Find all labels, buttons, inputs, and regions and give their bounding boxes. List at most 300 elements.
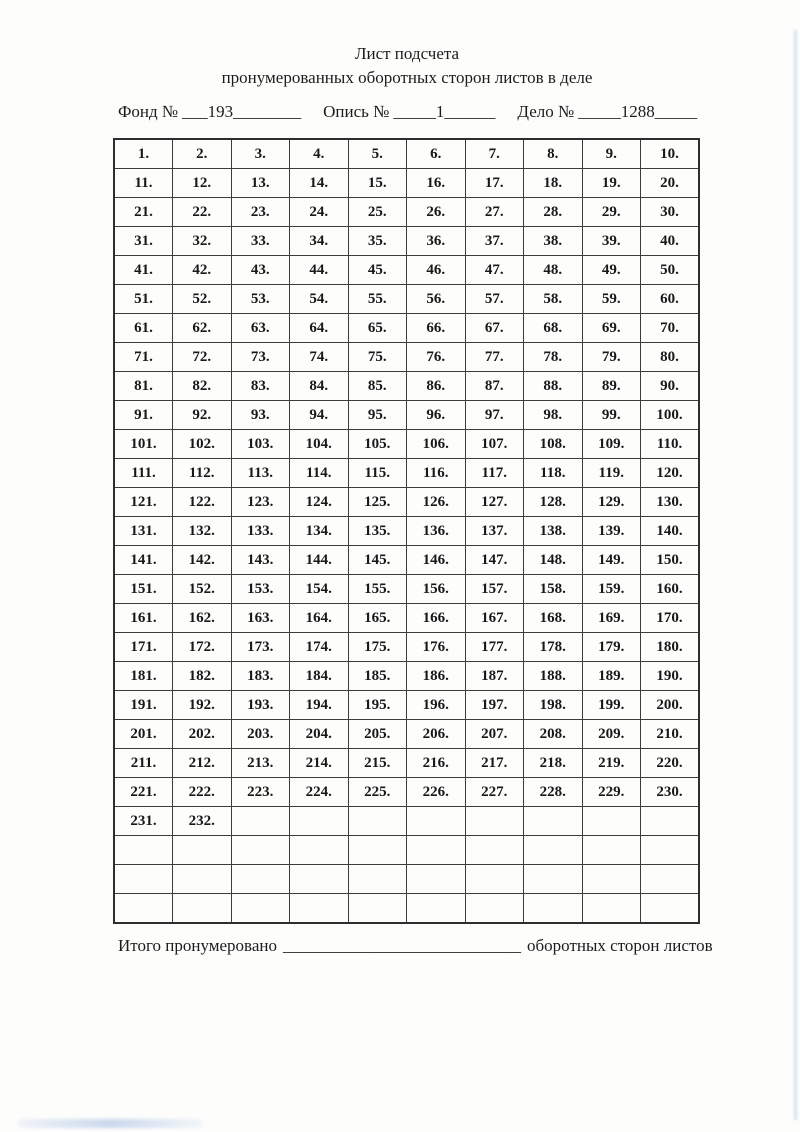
table-cell: 108. [524,430,583,459]
table-cell: 117. [465,459,524,488]
table-cell: 228. [524,778,583,807]
table-row [114,778,699,807]
table-row [114,285,699,314]
table-cell: 159. [582,575,641,604]
table-row [114,314,699,343]
table-cell: 134. [290,517,349,546]
table-cell: 165. [348,604,407,633]
table-cell [641,865,700,894]
table-cell: 88. [524,372,583,401]
table-cell [407,836,466,865]
table-cell: 105. [348,430,407,459]
table-cell: 98. [524,401,583,430]
table-cell [582,807,641,836]
table-cell: 18. [524,169,583,198]
table-cell: 186. [407,662,466,691]
table-cell: 81. [114,372,173,401]
table-row [114,604,699,633]
table-cell: 155. [348,575,407,604]
table-cell: 147. [465,546,524,575]
table-row [114,459,699,488]
table-cell [582,865,641,894]
table-cell: 175. [348,633,407,662]
table-cell [173,865,232,894]
table-cell: 113. [231,459,290,488]
table-cell [407,894,466,924]
table-cell: 102. [173,430,232,459]
scan-edge-artifact [794,30,797,1120]
table-cell: 135. [348,517,407,546]
table-cell: 56. [407,285,466,314]
table-cell: 176. [407,633,466,662]
table-cell: 144. [290,546,349,575]
table-cell [348,865,407,894]
table-cell: 152. [173,575,232,604]
table-cell: 22. [173,198,232,227]
table-cell: 77. [465,343,524,372]
table-cell: 167. [465,604,524,633]
table-cell: 169. [582,604,641,633]
table-cell [290,865,349,894]
table-cell: 230. [641,778,700,807]
table-cell: 188. [524,662,583,691]
table-cell: 163. [231,604,290,633]
table-row [114,430,699,459]
table-cell: 231. [114,807,173,836]
table-cell: 14. [290,169,349,198]
table-cell: 218. [524,749,583,778]
table-cell: 99. [582,401,641,430]
table-cell: 94. [290,401,349,430]
table-row [114,807,699,836]
table-cell: 157. [465,575,524,604]
table-cell: 119. [582,459,641,488]
table-cell: 197. [465,691,524,720]
table-cell: 174. [290,633,349,662]
table-cell: 42. [173,256,232,285]
delo-value: 1288 [620,102,655,121]
table-cell [231,865,290,894]
table-cell [348,894,407,924]
table-cell: 90. [641,372,700,401]
table-cell: 191. [114,691,173,720]
table-cell: 30. [641,198,700,227]
table-cell: 190. [641,662,700,691]
table-cell: 21. [114,198,173,227]
table-cell: 193. [231,691,290,720]
table-cell: 132. [173,517,232,546]
table-cell: 61. [114,314,173,343]
table-cell: 208. [524,720,583,749]
table-cell: 184. [290,662,349,691]
table-cell [582,836,641,865]
table-cell: 89. [582,372,641,401]
table-cell: 74. [290,343,349,372]
table-cell: 216. [407,749,466,778]
opis-label: Опись № [323,102,390,121]
table-cell: 83. [231,372,290,401]
table-cell: 15. [348,169,407,198]
fond-value: 193 [207,102,234,121]
table-cell: 25. [348,198,407,227]
table-cell: 57. [465,285,524,314]
table-cell: 141. [114,546,173,575]
table-cell: 34. [290,227,349,256]
table-cell: 126. [407,488,466,517]
table-row [114,691,699,720]
table-row [114,894,699,924]
table-cell: 64. [290,314,349,343]
table-cell: 171. [114,633,173,662]
table-cell: 104. [290,430,349,459]
table-cell: 28. [524,198,583,227]
table-cell: 215. [348,749,407,778]
table-cell: 8. [524,139,583,169]
table-cell [290,894,349,924]
table-cell: 204. [290,720,349,749]
table-cell [524,865,583,894]
table-cell: 227. [465,778,524,807]
table-cell: 96. [407,401,466,430]
table-cell: 38. [524,227,583,256]
table-cell: 221. [114,778,173,807]
table-cell: 63. [231,314,290,343]
table-cell: 146. [407,546,466,575]
table-cell: 20. [641,169,700,198]
table-cell: 158. [524,575,583,604]
table-cell [582,894,641,924]
table-cell: 7. [465,139,524,169]
table-cell: 68. [524,314,583,343]
table-cell: 66. [407,314,466,343]
table-row [114,488,699,517]
opis-field [323,102,495,122]
table-cell: 65. [348,314,407,343]
table-cell: 3. [231,139,290,169]
table-row [114,662,699,691]
table-cell: 210. [641,720,700,749]
table-row [114,546,699,575]
table-row [114,517,699,546]
table-cell: 13. [231,169,290,198]
table-cell: 27. [465,198,524,227]
count-table [113,138,700,924]
table-cell: 225. [348,778,407,807]
table-cell: 32. [173,227,232,256]
table-cell: 86. [407,372,466,401]
table-row [114,372,699,401]
table-cell: 45. [348,256,407,285]
table-cell: 58. [524,285,583,314]
table-cell: 107. [465,430,524,459]
table-cell: 195. [348,691,407,720]
table-cell: 223. [231,778,290,807]
opis-underline-trail: ______ [444,102,496,121]
table-cell: 95. [348,401,407,430]
table-cell: 12. [173,169,232,198]
table-cell: 23. [231,198,290,227]
table-cell [231,836,290,865]
table-cell: 150. [641,546,700,575]
table-cell: 11. [114,169,173,198]
title-line-1: Лист подсчета [354,44,460,63]
table-cell: 40. [641,227,700,256]
table-row [114,198,699,227]
table-cell [231,807,290,836]
table-cell: 151. [114,575,173,604]
table-cell: 148. [524,546,583,575]
table-cell: 78. [524,343,583,372]
table-cell [290,836,349,865]
table-cell: 166. [407,604,466,633]
table-cell: 106. [407,430,466,459]
table-row [114,227,699,256]
opis-underline-lead: _____ [393,102,436,121]
table-cell: 26. [407,198,466,227]
table-cell: 217. [465,749,524,778]
table-cell: 37. [465,227,524,256]
table-cell: 19. [582,169,641,198]
table-row [114,169,699,198]
table-cell: 127. [465,488,524,517]
table-cell: 120. [641,459,700,488]
table-cell [114,894,173,924]
table-cell [173,836,232,865]
table-cell: 116. [407,459,466,488]
table-cell: 200. [641,691,700,720]
total-blank-line: ____________________________ [283,936,522,955]
table-cell: 131. [114,517,173,546]
table-cell: 139. [582,517,641,546]
table-cell: 60. [641,285,700,314]
table-cell: 212. [173,749,232,778]
table-cell: 50. [641,256,700,285]
table-cell: 122. [173,488,232,517]
table-cell: 229. [582,778,641,807]
table-cell: 143. [231,546,290,575]
table-cell: 180. [641,633,700,662]
table-cell: 206. [407,720,466,749]
table-cell: 177. [465,633,524,662]
table-cell: 121. [114,488,173,517]
table-cell: 46. [407,256,466,285]
table-cell [231,894,290,924]
table-cell: 179. [582,633,641,662]
table-cell: 70. [641,314,700,343]
table-cell: 213. [231,749,290,778]
table-cell: 39. [582,227,641,256]
table-cell: 140. [641,517,700,546]
delo-label: Дело № [517,102,575,121]
table-cell: 103. [231,430,290,459]
table-cell: 76. [407,343,466,372]
table-cell: 109. [582,430,641,459]
table-cell: 203. [231,720,290,749]
table-cell: 192. [173,691,232,720]
table-cell: 49. [582,256,641,285]
table-cell: 79. [582,343,641,372]
table-cell: 202. [173,720,232,749]
table-cell: 41. [114,256,173,285]
table-row [114,139,699,169]
table-cell: 138. [524,517,583,546]
table-cell: 29. [582,198,641,227]
table-cell: 137. [465,517,524,546]
table-cell: 164. [290,604,349,633]
table-cell: 222. [173,778,232,807]
table-cell: 112. [173,459,232,488]
table-cell: 48. [524,256,583,285]
scan-smudge-artifact [18,1119,203,1128]
table-cell: 53. [231,285,290,314]
table-cell: 178. [524,633,583,662]
table-cell: 82. [173,372,232,401]
table-row [114,575,699,604]
table-row [114,865,699,894]
table-cell: 160. [641,575,700,604]
table-cell: 47. [465,256,524,285]
table-cell: 87. [465,372,524,401]
table-cell: 62. [173,314,232,343]
table-cell: 183. [231,662,290,691]
table-cell: 4. [290,139,349,169]
table-row [114,836,699,865]
table-cell: 232. [173,807,232,836]
table-cell: 1. [114,139,173,169]
table-cell: 43. [231,256,290,285]
table-cell: 75. [348,343,407,372]
table-cell: 194. [290,691,349,720]
total-line [118,936,713,956]
table-cell: 16. [407,169,466,198]
table-cell: 145. [348,546,407,575]
table-cell: 133. [231,517,290,546]
table-cell: 17. [465,169,524,198]
table-cell: 110. [641,430,700,459]
table-cell [348,807,407,836]
table-cell: 205. [348,720,407,749]
table-cell: 59. [582,285,641,314]
form-line [118,102,718,122]
table-cell: 173. [231,633,290,662]
table-cell: 128. [524,488,583,517]
total-suffix: оборотных сторон листов [527,936,713,955]
table-cell: 52. [173,285,232,314]
table-cell: 51. [114,285,173,314]
table-cell: 84. [290,372,349,401]
table-cell: 72. [173,343,232,372]
table-cell: 9. [582,139,641,169]
table-cell: 136. [407,517,466,546]
table-cell: 69. [582,314,641,343]
table-row [114,256,699,285]
fond-label: Фонд № [118,102,179,121]
table-cell: 130. [641,488,700,517]
table-cell: 219. [582,749,641,778]
table-cell [524,836,583,865]
table-cell [114,836,173,865]
table-cell: 185. [348,662,407,691]
table-cell: 5. [348,139,407,169]
table-cell: 31. [114,227,173,256]
table-cell: 6. [407,139,466,169]
table-cell: 71. [114,343,173,372]
table-cell: 35. [348,227,407,256]
table-cell: 92. [173,401,232,430]
table-cell [465,865,524,894]
table-cell: 33. [231,227,290,256]
table-cell: 85. [348,372,407,401]
table-row [114,401,699,430]
total-prefix: Итого пронумеровано [118,936,278,955]
table-cell: 123. [231,488,290,517]
table-cell: 162. [173,604,232,633]
table-cell: 209. [582,720,641,749]
table-cell: 156. [407,575,466,604]
table-row [114,749,699,778]
table-cell: 97. [465,401,524,430]
table-cell: 153. [231,575,290,604]
table-cell [114,865,173,894]
table-cell [348,836,407,865]
table-cell: 2. [173,139,232,169]
table-cell [407,807,466,836]
delo-field [517,102,697,122]
table-cell: 125. [348,488,407,517]
fond-underline-trail: ________ [233,102,302,121]
opis-value: 1 [435,102,445,121]
table-cell: 124. [290,488,349,517]
table-cell: 129. [582,488,641,517]
table-cell: 187. [465,662,524,691]
table-cell: 54. [290,285,349,314]
table-row [114,720,699,749]
table-cell: 154. [290,575,349,604]
table-cell: 224. [290,778,349,807]
table-cell [524,807,583,836]
table-cell: 214. [290,749,349,778]
table-cell: 196. [407,691,466,720]
table-cell: 93. [231,401,290,430]
table-cell [290,807,349,836]
table-cell: 91. [114,401,173,430]
fond-field [118,102,301,122]
table-row [114,343,699,372]
table-cell [641,836,700,865]
table-cell [641,894,700,924]
table-cell: 24. [290,198,349,227]
table-cell: 170. [641,604,700,633]
table-cell: 201. [114,720,173,749]
table-cell: 220. [641,749,700,778]
title-line-2: пронумерованных оборотных сторон листов в деле [221,68,593,87]
table-cell: 149. [582,546,641,575]
table-cell: 100. [641,401,700,430]
table-cell: 67. [465,314,524,343]
table-cell: 172. [173,633,232,662]
table-cell [173,894,232,924]
table-cell: 73. [231,343,290,372]
table-cell: 168. [524,604,583,633]
table-cell: 226. [407,778,466,807]
table-cell: 36. [407,227,466,256]
table-cell: 55. [348,285,407,314]
table-cell: 118. [524,459,583,488]
table-cell [524,894,583,924]
table-cell [465,894,524,924]
table-cell: 101. [114,430,173,459]
table-cell [407,865,466,894]
